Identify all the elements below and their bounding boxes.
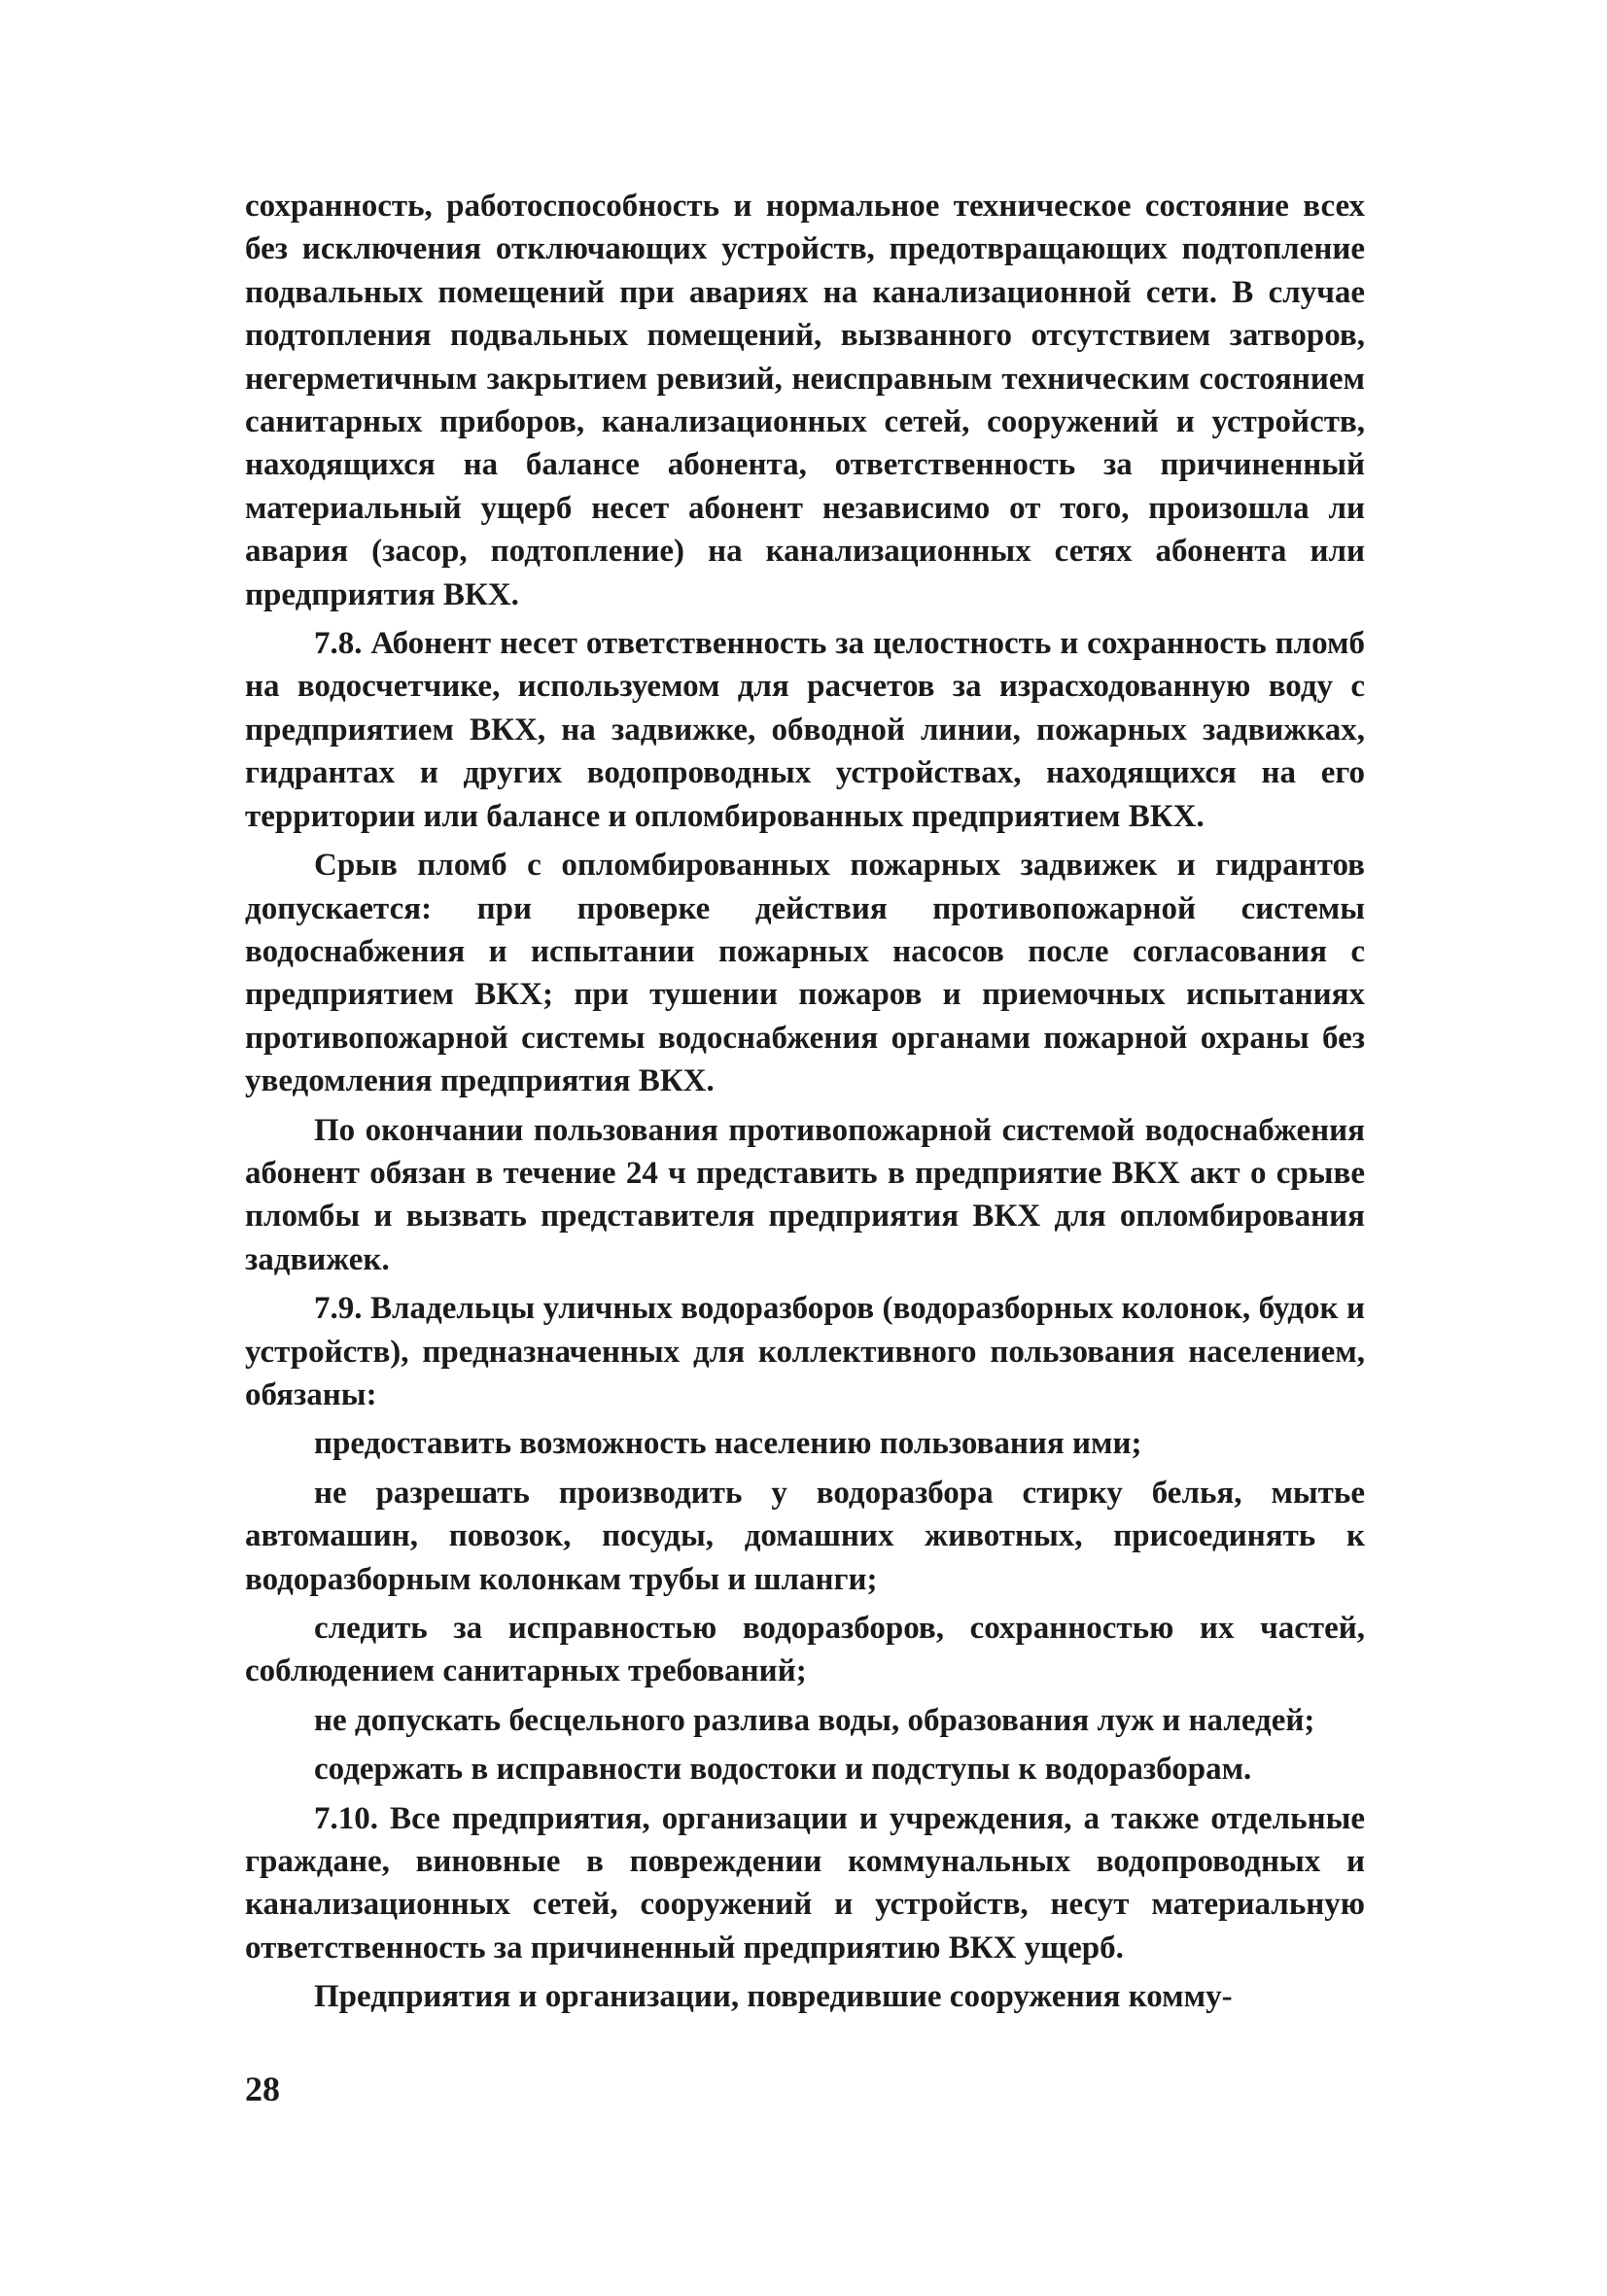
list-item-provide-access: предоставить возможность населению пользования ими; [314, 1426, 1142, 1462]
page-number: 28 [245, 2070, 280, 2108]
paragraph-7-8: 7.8. Абонент несет ответственность за целостность и сохранность пломб на водосчетчике, используемом для расчетов за израсходованную воду с предприятием ВКХ, на задвижке, обводной линии, пожарных задвижках, гидрантах и других водопроводных устройствах, находящихся на его территории или балансе и опломбированных предприятием ВКХ. [245, 626, 1365, 834]
paragraph-7-10: 7.10. Все предприятия, организации и учреждения, а также отдельные граждане, виновные в повреждении коммунальных водопроводных и канализационных сетей, сооружений и устройств, несут материальную ответственность за причиненный предприятию ВКХ ущерб. [245, 1800, 1365, 1966]
paragraph-continuation: сохранность, работоспособность и нормальное техническое состояние всех без исключения отключающих устройств, предотвращающих подтопление подвальных помещений при авариях на канализационной сети. В случае подтопления подвальных помещений, вызванного отсутствием затворов, негерметичным закрытием ревизий, неисправным техническим состоянием санитарных приборов, канализационных сетей, сооружений и устройств, находящихся на балансе абонента, ответственность за причиненный материальный ущерб несет абонент независимо от того, произошла ли авария (засор, подтопление) на канализационных сетях абонента или предприятия ВКХ. [245, 189, 1365, 612]
paragraph-seal-removal: Срыв пломб с опломбированных пожарных задвижек и гидрантов допускается: при проверке действия противопожарной системы водоснабжения и испытании пожарных насосов после согласования с предприятием ВКХ; при тушении пожаров и приемочных испытаниях противопожарной системы водоснабжения органами пожарной охраны без уведомления предприятия ВКХ. [245, 848, 1365, 1099]
paragraph-7-9: 7.9. Владельцы уличных водоразборов (водоразборных колонок, будок и устройств), предназначенных для коллективного пользования населением, обязаны: [245, 1291, 1365, 1412]
document-body [245, 185, 1365, 2019]
list-item-prohibit-washing: не разрешать производить у водоразбора стирку белья, мытье автомашин, повозок, посуды, домашних животных, присоединять к водоразборным колонкам трубы и шланги; [245, 1475, 1365, 1597]
list-item-prevent-spills: не допускать бесцельного разлива воды, образования луж и наледей; [314, 1702, 1315, 1738]
list-item-monitor-condition: следить за исправностью водоразборов, сохранностью их частей, соблюдением санитарных требований; [245, 1611, 1365, 1689]
paragraph-after-use: По окончании пользования противопожарной системой водоснабжения абонент обязан в течение 24 ч представить в предприятие ВКХ акт о срыве пломбы и вызвать представителя предприятия ВКХ для опломбирования задвижек. [245, 1112, 1365, 1277]
paragraph-damage-organizations: Предприятия и организации, повредившие сооружения комму- [314, 1979, 1233, 2015]
list-item-maintain-drains: содержать в исправности водостоки и подступы к водоразборам. [314, 1752, 1252, 1788]
